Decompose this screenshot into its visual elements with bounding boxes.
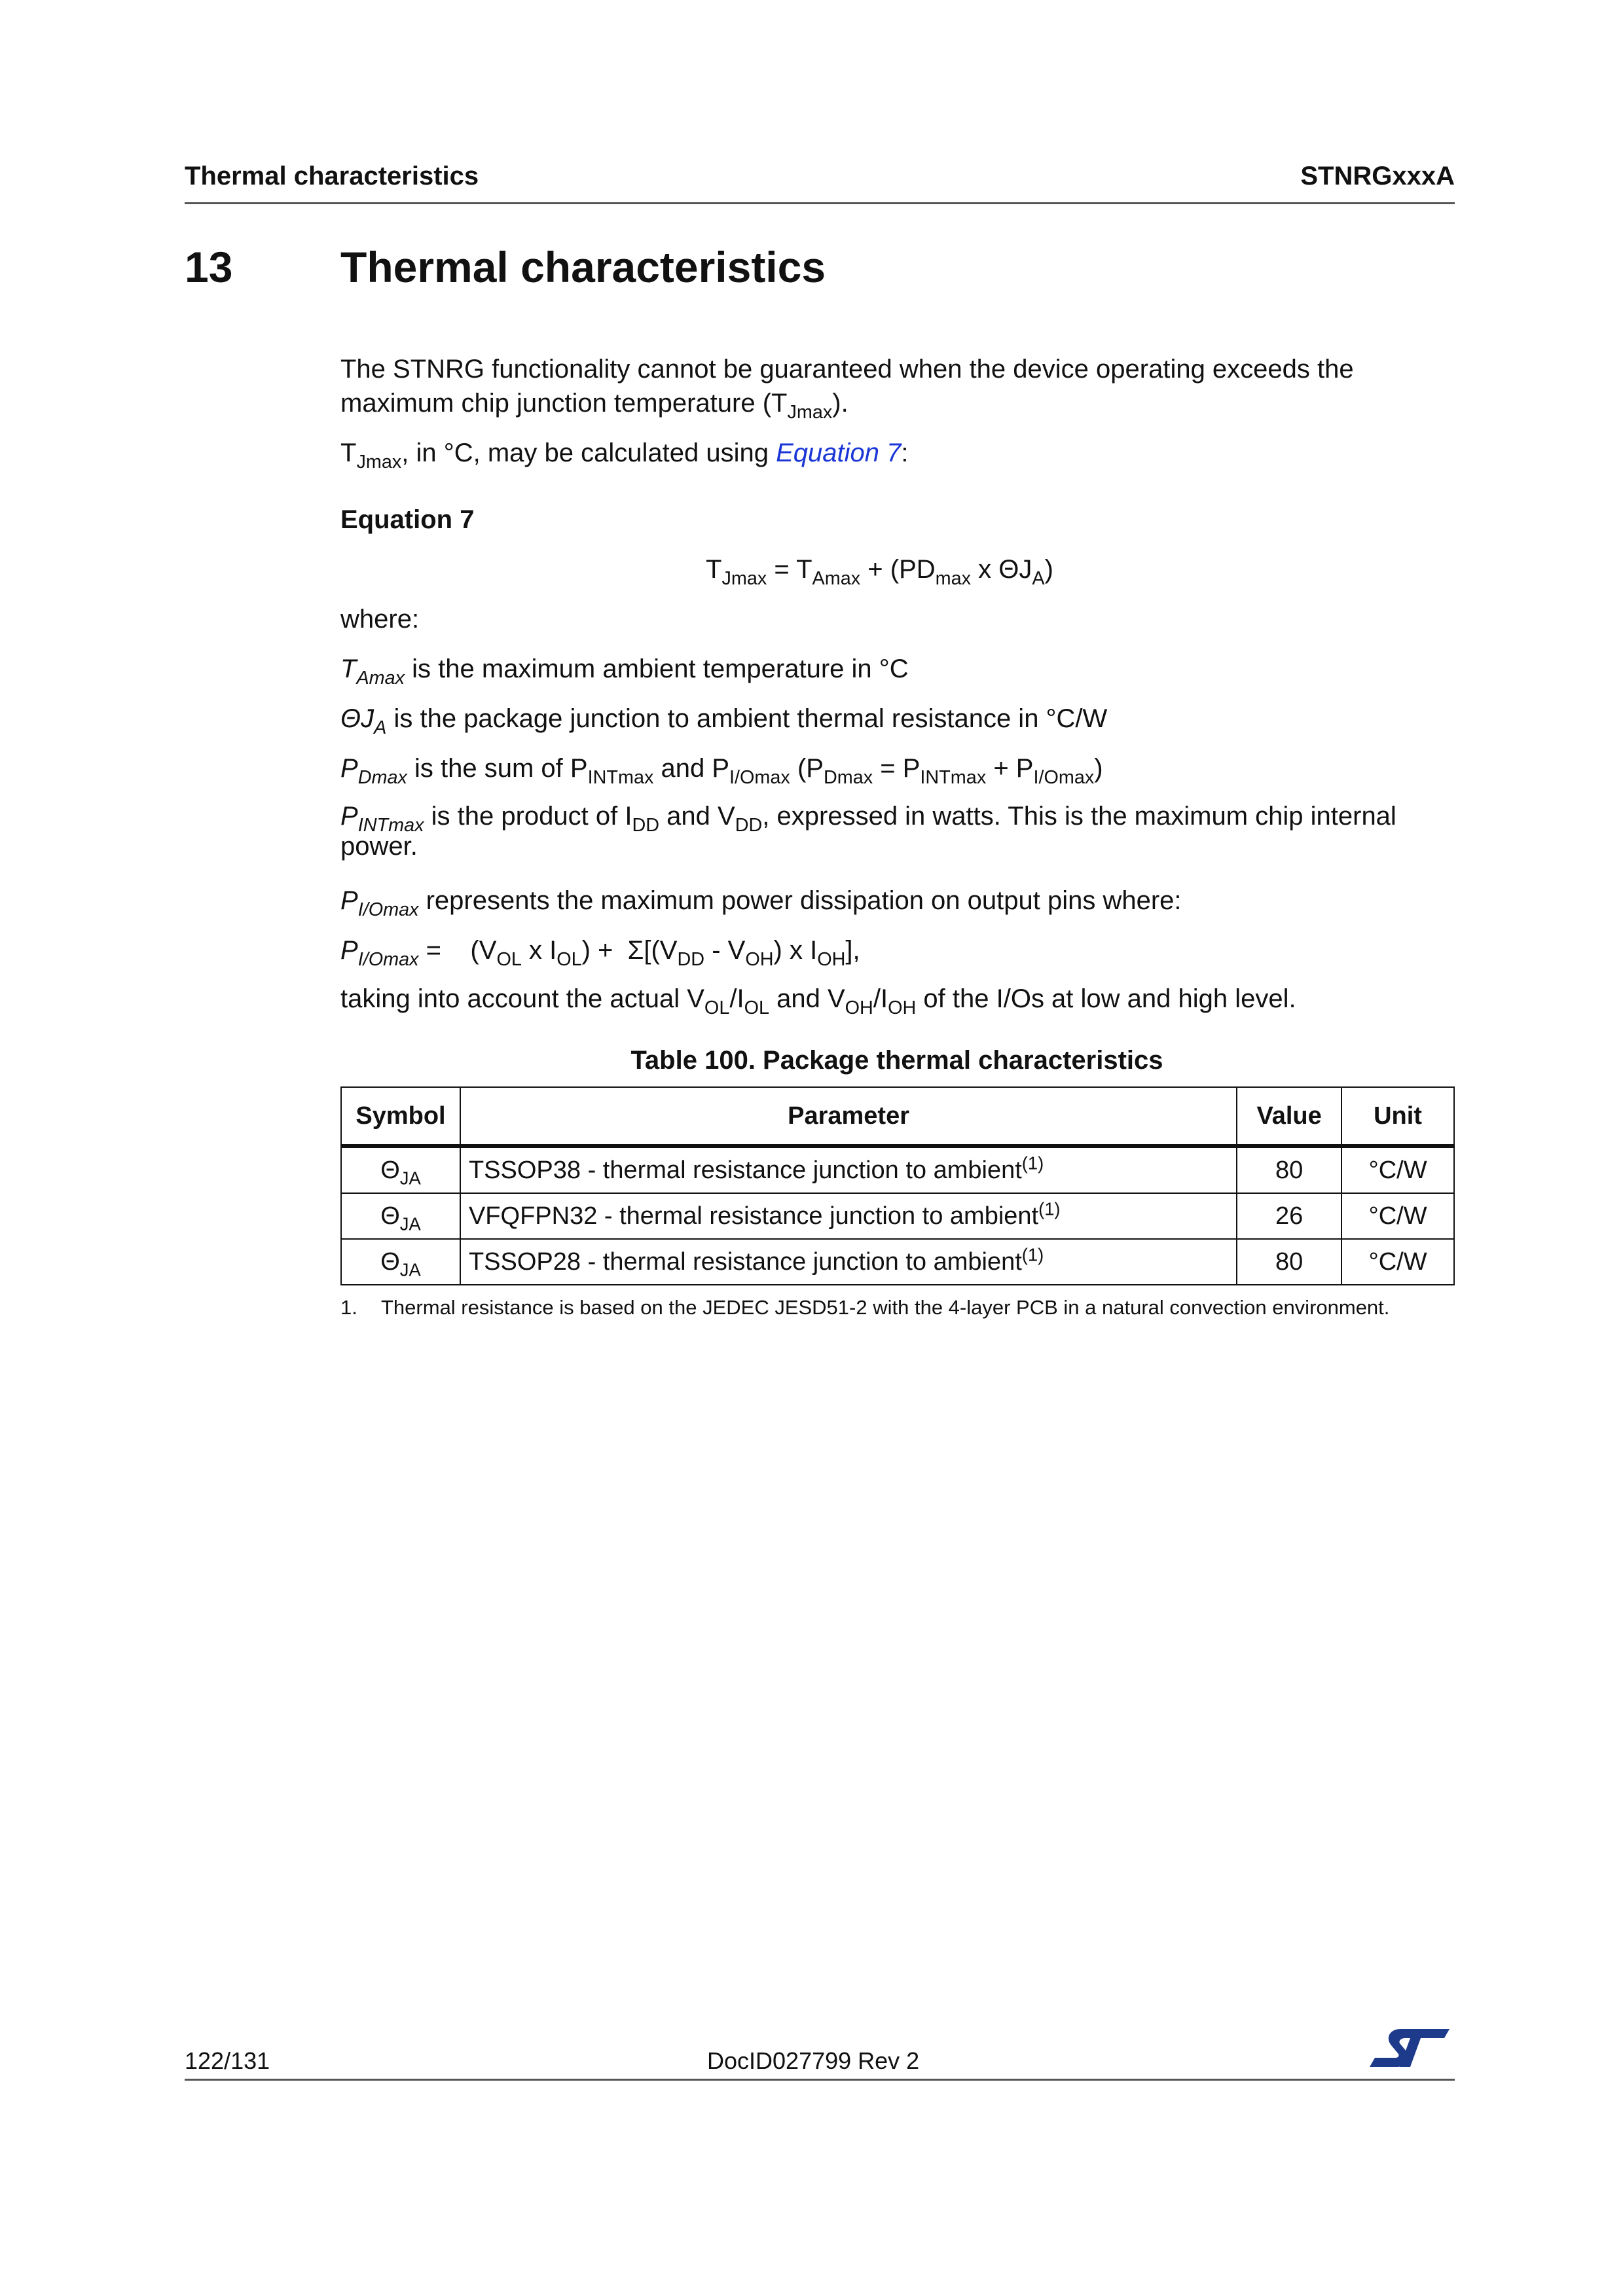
cell-parameter: TSSOP28 - thermal resistance junction to ambient$^{(1)}$ bbox=[460, 1239, 1237, 1285]
cell-symbol: $\Theta_{JA}$ bbox=[341, 1193, 460, 1239]
def-pintmax: $P_{INTmax}$ is the product of $I_{DD}$ and $V_{DD}$, expressed in watts. This is the maximum chip internal power. bbox=[340, 802, 1396, 861]
def-pdmax: $P_{Dmax}$ is the sum of $P_{INTmax}$ and $P_{I/Omax}$ $(P_{Dmax} = P_{INTmax} + P_{I/Omax})$ bbox=[340, 754, 1103, 789]
header-rule bbox=[185, 202, 1455, 204]
page-number: 122/131 bbox=[185, 2047, 270, 2074]
section-number: 13 bbox=[185, 243, 233, 291]
footnote-number: 1. bbox=[340, 1296, 357, 1319]
cell-unit: °C/W bbox=[1341, 1239, 1454, 1285]
table-row bbox=[341, 1239, 1454, 1285]
thermal-characteristics-table bbox=[340, 1086, 1455, 1285]
def-tamax: $T_{Amax}$ is the maximum ambient temperature in °C bbox=[340, 655, 909, 689]
footer-rule bbox=[185, 2079, 1455, 2081]
intro-calc-line: $T_{Jmax}$, in °C, may be calculated using Equation 7: bbox=[340, 439, 909, 473]
footnote-ref[interactable]: (1) bbox=[1038, 1198, 1061, 1219]
cell-value: 80 bbox=[1237, 1146, 1341, 1193]
col-header-value: Value bbox=[1237, 1087, 1341, 1146]
cell-unit: °C/W bbox=[1341, 1193, 1454, 1239]
footnote-text: Thermal resistance is based on the JEDEC JESD51-2 with the 4-layer PCB in a natural convection environment. bbox=[381, 1296, 1390, 1319]
col-header-parameter: Parameter bbox=[460, 1087, 1237, 1146]
equation-7-link[interactable]: Equation 7 bbox=[776, 439, 902, 467]
cell-value: 80 bbox=[1237, 1239, 1341, 1285]
def-piomax: $P_{I/Omax}$ represents the maximum power dissipation on output pins where: bbox=[340, 886, 1182, 921]
document-id: DocID027799 Rev 2 bbox=[707, 2047, 920, 2074]
section-title: Thermal characteristics bbox=[340, 243, 826, 291]
running-header-product: STNRGxxxA bbox=[1300, 162, 1455, 190]
st-logo-shape bbox=[1370, 2029, 1450, 2067]
running-header-title: Thermal characteristics bbox=[185, 162, 479, 190]
piomax-formula: $P_{I/Omax}$ = ($V_{OL}$ x $I_{OL}) + \Sigma[(V_{DD} - V_{OH})$ x $I_{OH}$], bbox=[340, 936, 860, 971]
cell-value: 26 bbox=[1237, 1193, 1341, 1239]
intro-paragraph: The STNRG functionality cannot be guaranteed when the device operating exceeds the maximum chip junction temperature $(T_{Jmax})$. bbox=[340, 355, 1354, 423]
col-header-unit: Unit bbox=[1341, 1087, 1454, 1146]
footnote-ref[interactable]: (1) bbox=[1021, 1244, 1044, 1265]
cell-symbol: $\Theta_{JA}$ bbox=[341, 1239, 460, 1285]
footnote-ref[interactable]: (1) bbox=[1021, 1152, 1044, 1173]
st-logo-icon bbox=[1367, 2024, 1452, 2071]
cell-symbol: $\Theta_{JA}$ bbox=[341, 1146, 460, 1193]
equation-7: $T_{Jmax} = T_{Amax} + (PD_{max}$ x $\Theta J_A$) bbox=[706, 555, 1053, 590]
table-header-row bbox=[341, 1087, 1454, 1146]
cell-parameter: TSSOP38 - thermal resistance junction to ambient$^{(1)}$ bbox=[460, 1146, 1237, 1193]
io-levels-note: taking into account the actual $V_{OL}/I_{OL}$ and $V_{OH}/I_{OH}$ of the I/Os at low and high level. bbox=[340, 984, 1296, 1019]
cell-parameter: VFQFPN32 - thermal resistance junction to ambient$^{(1)}$ bbox=[460, 1193, 1237, 1239]
table-caption: Table 100. Package thermal characteristics bbox=[630, 1046, 1163, 1075]
where-label: where: bbox=[340, 605, 420, 634]
table-row bbox=[341, 1193, 1454, 1239]
def-theta-ja: $\Theta J_A$ is the package junction to ambient thermal resistance in °C/W bbox=[340, 704, 1108, 739]
cell-unit: °C/W bbox=[1341, 1146, 1454, 1193]
equation-label: Equation 7 bbox=[340, 505, 475, 534]
col-header-symbol: Symbol bbox=[341, 1087, 460, 1146]
table-row bbox=[341, 1146, 1454, 1193]
